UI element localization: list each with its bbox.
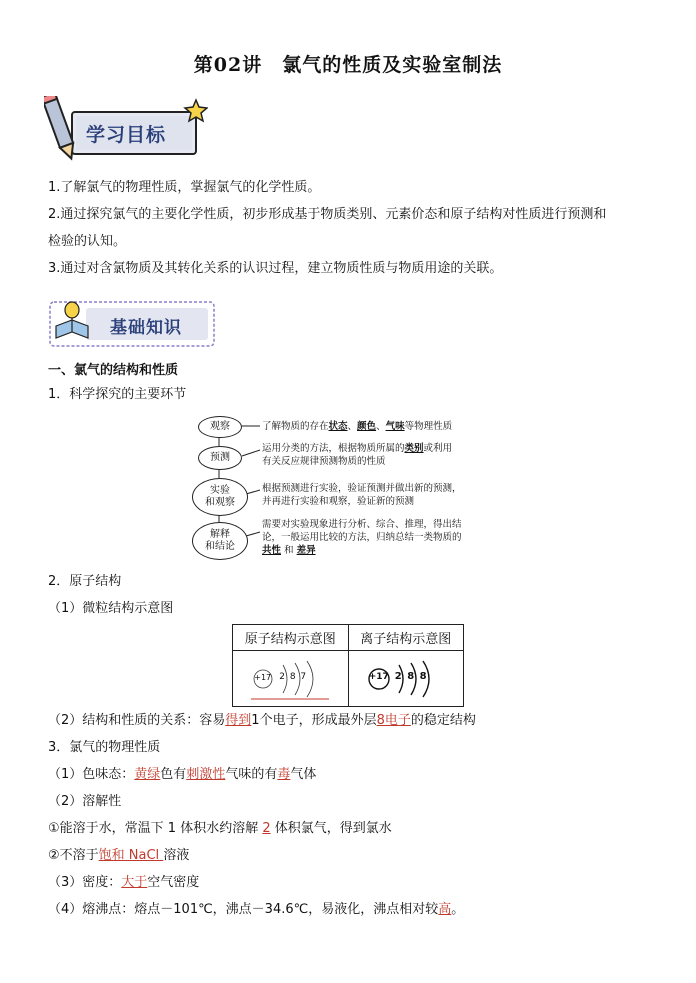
flow-step-predict: 预测	[198, 446, 242, 470]
goal-line-3: 检验的认知。	[48, 234, 127, 249]
goal-line-4: 3.通过对含氯物质及其转化关系的认识过程，建立物质性质与物质用途的关联。	[48, 261, 503, 276]
basic-knowledge-banner	[48, 296, 218, 352]
flow-desc-predict: 运用分类的方法，根据物质所属的类别或利用 有关反应规律预测物质的性质	[262, 443, 453, 467]
basic-knowledge-label: 基础知识	[110, 318, 182, 338]
page-title: 第02讲 氯气的性质及实验室制法	[193, 54, 503, 76]
table-header-atom: 原子结构示意图	[233, 625, 349, 651]
structure-diagram-table	[232, 624, 464, 707]
ion-structure-cell	[348, 651, 464, 707]
structure-property-relation: （2）结构和性质的关系：容易得到1个电子，形成最外层8电子的稳定结构	[48, 713, 476, 728]
ion-shell-electrons: 2 8 8	[394, 670, 428, 682]
learning-goals-label: 学习目标	[86, 124, 167, 146]
color-smell-state: （1）色味态：黄绿色有刺激性气味的有毒气体	[48, 767, 317, 782]
subheading-inquiry: 1．科学探究的主要环节	[48, 387, 187, 402]
atom-nucleus-label: +17	[254, 672, 272, 682]
atom-shell-electrons: 2 8 7	[279, 671, 308, 682]
solubility-title: （2）溶解性	[48, 794, 122, 809]
subheading-particle-diagram: （1）微粒结构示意图	[48, 601, 174, 616]
subheading-physical-properties: 3．氯气的物理性质	[48, 740, 161, 755]
flow-step-observe: 观察	[198, 416, 242, 438]
goal-line-2: 2.通过探究氯气的主要化学性质，初步形成基于物质类别、元素价态和原子结构对性质进行预测和	[48, 207, 607, 222]
atom-structure-cell	[233, 651, 349, 707]
melting-boiling-line: （4）熔沸点：熔点－101℃，沸点－34.6℃，易液化，沸点相对较高。	[48, 902, 465, 917]
solubility-nacl: ②不溶于饱和 NaCl 溶液	[48, 848, 190, 863]
flow-step-conclude: 解释 和结论	[192, 522, 248, 560]
table-header-ion: 离子结构示意图	[348, 625, 464, 651]
learning-goals-banner	[44, 96, 208, 162]
goal-line-1: 1.了解氯气的物理性质，掌握氯气的化学性质。	[48, 180, 321, 195]
flow-desc-observe: 了解物质的存在状态、颜色、气味等物理性质	[262, 421, 453, 432]
inquiry-flow-diagram	[190, 410, 520, 560]
flow-step-experiment: 实验 和观察	[192, 478, 248, 516]
flow-desc-conclude: 需要对实验现象进行分析、综合、推理，得出结 论，一般运用比较的方法，归纳总结一类物质的 共性 和 差异	[262, 519, 462, 556]
flow-desc-experiment: 根据预测进行实验，验证预测并做出新的预测， 并再进行实验和观察，验证新的预测	[262, 483, 462, 507]
subheading-atomic-structure: 2．原子结构	[48, 574, 122, 589]
section-heading-1: 一、氯气的结构和性质	[48, 363, 179, 378]
ion-nucleus-label: +17	[368, 671, 389, 682]
solubility-water: ①能溶于水，常温下 1 体积水约溶解 2 体积氯气，得到氯水	[48, 821, 392, 836]
density-line: （3）密度：大于空气密度	[48, 875, 200, 890]
